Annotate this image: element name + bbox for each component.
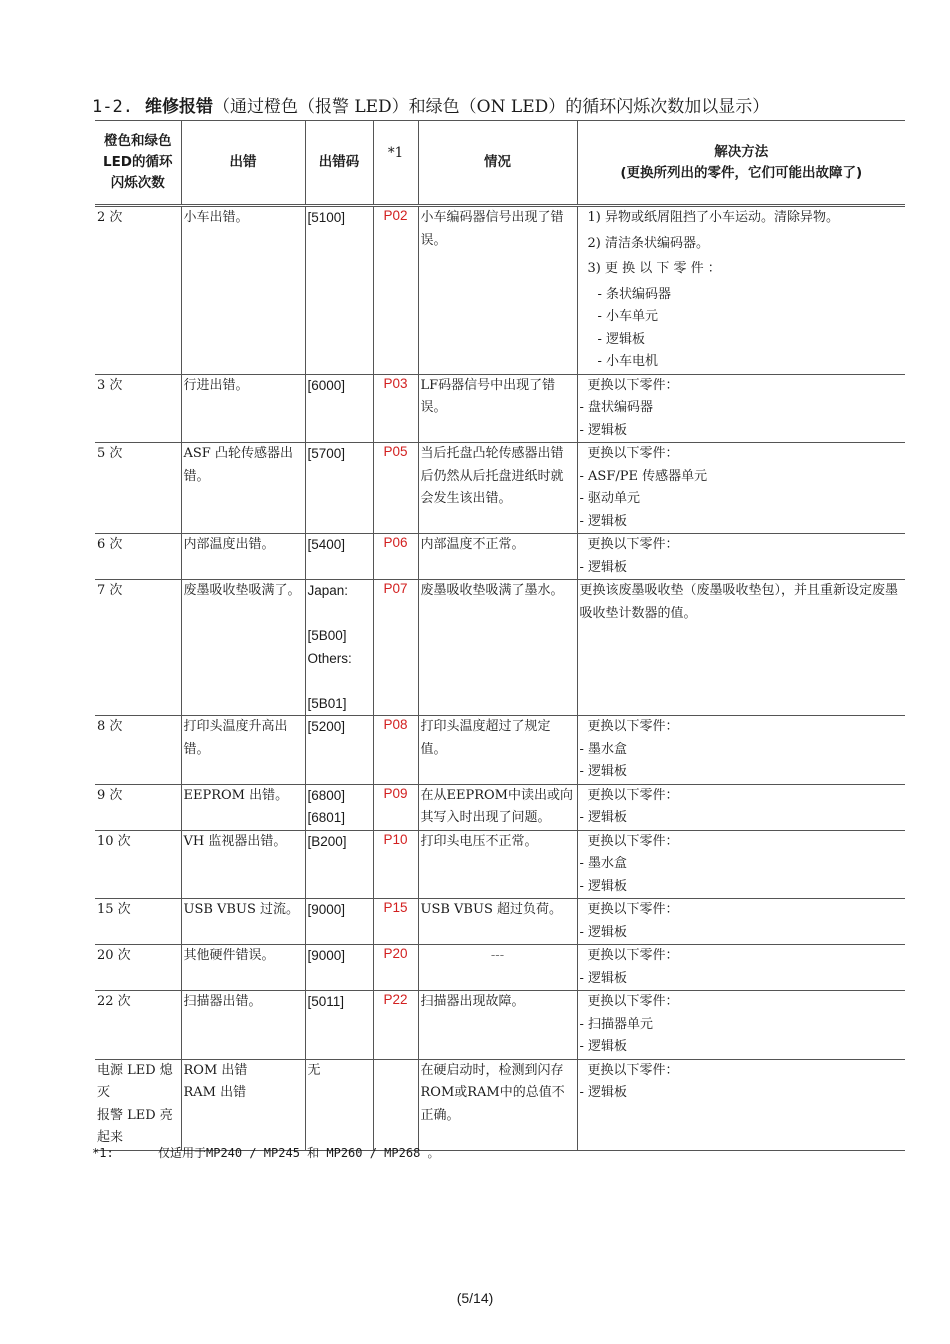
row-solution: [577, 580, 905, 716]
row-count: 2 次: [95, 206, 181, 375]
footnote: [92, 1144, 440, 1161]
row-count: 5 次: [95, 443, 181, 534]
solution-line: - 小车电机: [597, 354, 659, 369]
row-p-code: P15: [373, 899, 418, 945]
table-row: [95, 534, 905, 580]
solution-line: - 逻辑板: [579, 422, 628, 438]
row-solution: [577, 1059, 905, 1150]
row-p-code: P03: [373, 374, 418, 443]
solution-line: 更换以下零件：: [587, 787, 679, 803]
solution-line: - ASF/PE 传感器单元: [579, 468, 708, 484]
row-count: 6 次: [95, 534, 181, 580]
header-solution-subtitle: (更换所列出的零件，它们可能出故障了): [620, 164, 863, 181]
table-row: [95, 784, 905, 830]
row-situation: 内部温度不正常。: [418, 534, 577, 580]
solution-line: 更换以下零件：: [587, 948, 679, 963]
error-code: [6800]: [307, 787, 346, 803]
footnote-mark: *1:: [92, 1146, 114, 1160]
table-row: [95, 206, 905, 375]
row-error: EEPROM 出错。: [181, 784, 305, 830]
row-codes: [305, 945, 373, 991]
row-p-code: P20: [373, 945, 418, 991]
solution-line: - 逻辑板: [579, 559, 628, 575]
row-codes: [305, 1059, 373, 1150]
row-error: ROM 出错 RAM 出错: [181, 1059, 305, 1150]
row-error: 扫描器出错。: [181, 991, 305, 1060]
row-solution: [577, 206, 905, 375]
row-error: 行进出错。: [181, 374, 305, 443]
row-situation: 当后托盘凸轮传感器出错后仍然从后托盘进纸时就会发生该出错。: [418, 443, 577, 534]
row-situation: 在硬启动时，检测到闪存ROM或RAM中的总值不正确。: [418, 1059, 577, 1150]
row-p-code: P02: [373, 206, 418, 375]
row-p-code: P07: [373, 580, 418, 716]
row-codes: [305, 899, 373, 945]
row-error: 内部温度出错。: [181, 534, 305, 580]
solution-line: - 盘状编码器: [579, 400, 654, 415]
solution-line: 更换以下零件：: [587, 719, 679, 734]
row-solution: [577, 534, 905, 580]
solution-line: - 驱动单元: [579, 491, 641, 506]
solution-line: - 逻辑板: [579, 1085, 628, 1100]
error-code: [5400]: [307, 537, 346, 552]
row-codes: [305, 830, 373, 899]
solution-line: - 小车单元: [597, 309, 659, 324]
row-p-code: P09: [373, 784, 418, 830]
row-count: 20 次: [95, 945, 181, 991]
solution-line: - 逻辑板: [579, 810, 628, 825]
row-error: 打印头温度升高出错。: [181, 716, 305, 785]
solution-line: 2) 清洁条状编码器。: [587, 235, 709, 251]
header-error: 出错: [181, 121, 305, 206]
row-p-code: P08: [373, 716, 418, 785]
error-code: 无: [307, 1062, 321, 1078]
error-code: [9000]: [307, 902, 346, 917]
row-error: 废墨吸收垫吸满了。: [181, 580, 305, 716]
row-count: 15 次: [95, 899, 181, 945]
row-p-code: P10: [373, 830, 418, 899]
error-code: [5200]: [307, 719, 346, 734]
row-situation: 打印头温度超过了规定值。: [418, 716, 577, 785]
table-row: [95, 830, 905, 899]
row-situation: 废墨吸收垫吸满了墨水。: [418, 580, 577, 716]
row-codes: [305, 443, 373, 534]
solution-line: 更换该废墨吸收垫（废墨吸收垫包），并且重新设定废墨吸收垫计数器的值。: [579, 583, 899, 621]
error-code: [B200]: [307, 833, 347, 849]
row-situation: ---: [418, 945, 577, 991]
row-solution: [577, 945, 905, 991]
row-codes: [305, 784, 373, 830]
error-code: [9000]: [307, 948, 346, 963]
error-code: [5B01]: [307, 695, 347, 711]
row-error: USB VBUS 过流。: [181, 899, 305, 945]
header-solution-title: 解决方法: [714, 143, 769, 160]
footnote-text: 仅适用于MP240 / MP245 和 MP260 / MP268 。: [158, 1146, 440, 1160]
solution-line: 更换以下零件：: [587, 833, 679, 849]
row-count: 3 次: [95, 374, 181, 443]
error-code: [5100]: [307, 210, 346, 225]
row-p-code: P22: [373, 991, 418, 1060]
row-count: 9 次: [95, 784, 181, 830]
table-row: [95, 991, 905, 1060]
error-code: [6801]: [307, 810, 346, 825]
row-count: 7 次: [95, 580, 181, 716]
header-p: *1: [373, 121, 418, 206]
error-code: [5B00]: [307, 628, 347, 643]
error-code: [6000]: [307, 377, 346, 393]
section-description: （通过橙色（报警 LED）和绿色（ON LED）的循环闪烁次数加以显示）: [212, 97, 770, 117]
solution-line: - 扫描器单元: [579, 1016, 654, 1032]
row-situation: 小车编码器信号出现了错误。: [418, 206, 577, 375]
table-row: [95, 899, 905, 945]
error-code: [5011]: [307, 994, 345, 1009]
solution-line: 更换以下零件：: [587, 377, 679, 393]
error-code: [5700]: [307, 446, 346, 461]
table-row: [95, 945, 905, 991]
row-solution: [577, 443, 905, 534]
solution-line: - 逻辑板: [579, 970, 628, 986]
solution-line: 更换以下零件：: [587, 446, 679, 461]
row-solution: [577, 991, 905, 1060]
header-solution: [577, 121, 905, 206]
solution-line: 3) 更 换 以 下 零 件 ：: [587, 261, 721, 276]
row-p-code: [373, 1059, 418, 1150]
row-codes: [305, 991, 373, 1060]
solution-line: - 逻辑板: [597, 331, 646, 347]
row-situation: 在从EEPROM中读出或向其写入时出现了问题。: [418, 784, 577, 830]
row-solution: [577, 716, 905, 785]
row-situation: 打印头电压不正常。: [418, 830, 577, 899]
row-solution: [577, 784, 905, 830]
header-code: 出错码: [305, 121, 373, 206]
table-row: [95, 1059, 905, 1150]
table-row: [95, 580, 905, 716]
solution-line: - 墨水盒: [579, 856, 628, 871]
solution-line: 更换以下零件：: [587, 994, 679, 1009]
table-row: [95, 374, 905, 443]
solution-line: - 条状编码器: [597, 286, 672, 302]
row-codes: [305, 374, 373, 443]
solution-line: - 逻辑板: [579, 764, 628, 779]
page-number: (5/14): [456, 1290, 494, 1306]
section-heading: [92, 92, 769, 117]
row-count: 8 次: [95, 716, 181, 785]
solution-line: - 逻辑板: [579, 1039, 628, 1054]
row-situation: LF码器信号中出现了错误。: [418, 374, 577, 443]
row-solution: [577, 830, 905, 899]
row-codes: [305, 534, 373, 580]
error-code: Others:: [307, 650, 352, 666]
service-error-table: [95, 120, 905, 1151]
row-codes: [305, 716, 373, 785]
error-code: [308, 603, 371, 626]
header-count: 橙色和绿色LED的循环闪烁次数: [95, 121, 181, 206]
solution-line: - 逻辑板: [579, 878, 628, 894]
section-title: 维修报错: [144, 97, 213, 117]
solution-line: 更换以下零件：: [587, 1062, 679, 1078]
row-error: ASF 凸轮传感器出错。: [181, 443, 305, 534]
error-code: [308, 670, 371, 693]
solution-line: - 墨水盒: [579, 741, 628, 757]
row-solution: [577, 374, 905, 443]
row-codes: [305, 580, 373, 716]
error-code: Japan:: [307, 583, 349, 598]
solution-line: - 逻辑板: [579, 924, 628, 940]
row-error: VH 监视器出错。: [181, 830, 305, 899]
row-count: 22 次: [95, 991, 181, 1060]
row-error: 小车出错。: [181, 206, 305, 375]
row-count: 电源 LED 熄灭 报警 LED 亮起来: [95, 1059, 181, 1150]
section-number: 1-2.: [92, 97, 133, 117]
row-solution: [577, 899, 905, 945]
table-row: [95, 716, 905, 785]
solution-line: - 逻辑板: [579, 513, 628, 529]
table-row: [95, 443, 905, 534]
row-count: 10 次: [95, 830, 181, 899]
row-codes: [305, 206, 373, 375]
row-p-code: P05: [373, 443, 418, 534]
header-situation: 情况: [418, 121, 577, 206]
solution-line: 更换以下零件：: [587, 537, 679, 552]
row-situation: USB VBUS 超过负荷。: [418, 899, 577, 945]
row-error: 其他硬件错误。: [181, 945, 305, 991]
solution-line: 1) 异物或纸屑阻挡了小车运动。清除异物。: [587, 210, 839, 225]
row-situation: 扫描器出现故障。: [418, 991, 577, 1060]
solution-line: 更换以下零件：: [587, 902, 679, 917]
row-p-code: P06: [373, 534, 418, 580]
